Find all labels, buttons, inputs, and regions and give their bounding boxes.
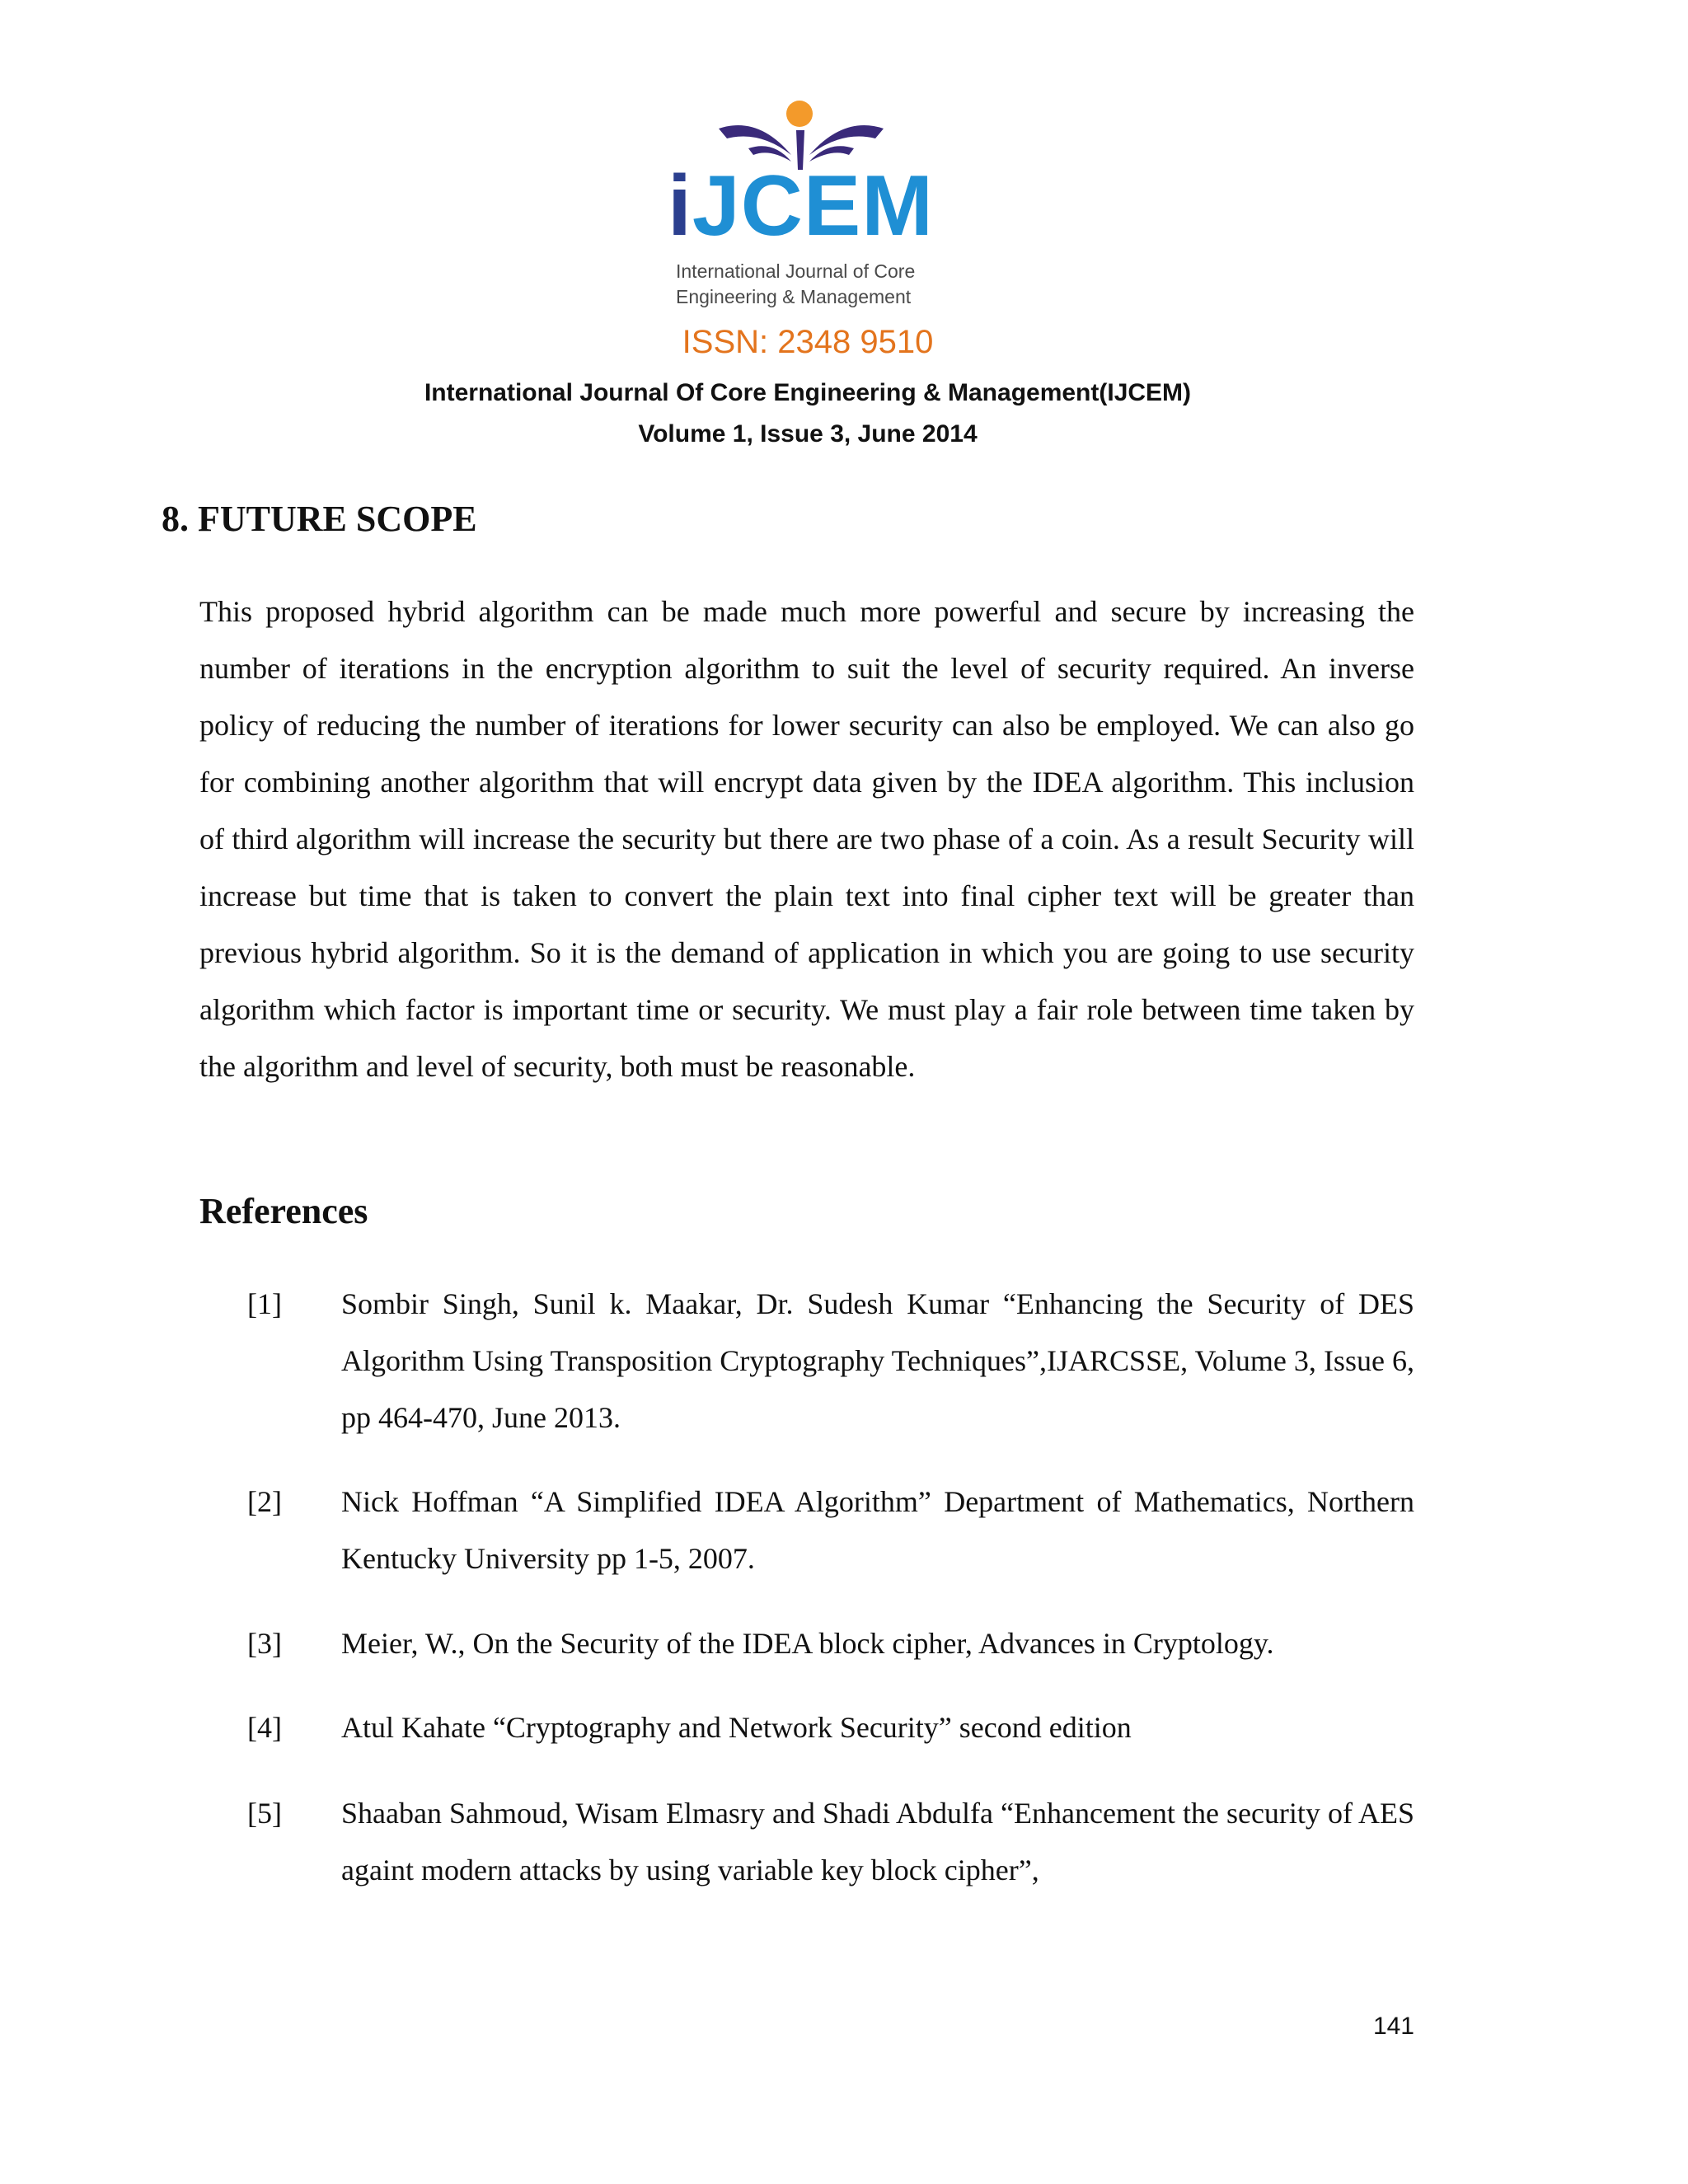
reference-item xyxy=(247,1615,1414,1672)
page-number: 141 xyxy=(1372,2013,1414,2040)
reference-number: [5] xyxy=(247,1797,282,1830)
issn-number: ISSN: 2348 9510 xyxy=(682,324,934,360)
reference-item xyxy=(247,1699,1414,1756)
reference-number: [1] xyxy=(247,1287,282,1320)
reference-text: Atul Kahate “Cryptography and Network Security” second edition xyxy=(341,1711,1132,1744)
references-heading: References xyxy=(199,1191,368,1231)
logo-tagline xyxy=(676,259,915,310)
section-paragraph: This proposed hybrid algorithm can be made much more powerful and secure by increasing the number of iterations in the encryption algorithm to suit the level of security required. An inverse policy of reducing the number of iterations for lower security can also be employed. We can also go for combining another algorithm that will encrypt data given by the IDEA algorithm. This inclusion of third algorithm will increase the security but there are two phase of a coin. As a result Security will increase but time that is taken to convert the plain text into final cipher text will be greater than previous hybrid algorithm. So it is the demand of application in which you are going to use security algorithm which factor is important time or security. We must play a fair role between time taken by the algorithm and level of security, both must be reasonable. xyxy=(199,595,1414,1083)
logo-tagline-line-2: Engineering & Management xyxy=(676,286,912,307)
reference-number: [3] xyxy=(247,1627,282,1660)
reference-number: [4] xyxy=(247,1711,282,1744)
reference-text: Sombir Singh, Sunil k. Maakar, Dr. Sudesh Kumar “Enhancing the Security of DES Algorithm Using Transposition Cryptography Techniques”,IJARCSSE, Volume 3, Issue 6, pp 464-470, June 2013. xyxy=(341,1287,1414,1434)
reference-item xyxy=(247,1785,1414,1899)
reference-text: Shaaban Sahmoud, Wisam Elmasry and Shadi Abdulfa “Enhancement the security of AES againt modern attacks by using variable key block cipher”, xyxy=(341,1797,1414,1886)
reference-item xyxy=(247,1276,1414,1446)
logo-wordmark-i: i xyxy=(668,158,692,254)
section-heading: 8. FUTURE SCOPE xyxy=(162,499,477,539)
reference-number: [2] xyxy=(247,1485,282,1518)
logo-wordmark xyxy=(668,158,934,254)
logo-wordmark-rest: JCEM xyxy=(692,158,934,254)
ijcem-logo xyxy=(668,97,956,310)
reference-text: Meier, W., On the Security of the IDEA block cipher, Advances in Cryptology. xyxy=(341,1627,1274,1660)
reference-text: Nick Hoffman “A Simplified IDEA Algorithm” Department of Mathematics, Northern Kentucky University pp 1-5, 2007. xyxy=(341,1485,1414,1575)
reference-item xyxy=(247,1474,1414,1587)
journal-title: International Journal Of Core Engineering & Management(IJCEM) xyxy=(424,379,1192,406)
logo-tagline-line-1: International Journal of Core xyxy=(676,260,916,282)
journal-volume-info: Volume 1, Issue 3, June 2014 xyxy=(638,420,978,448)
sun-icon xyxy=(786,101,813,127)
